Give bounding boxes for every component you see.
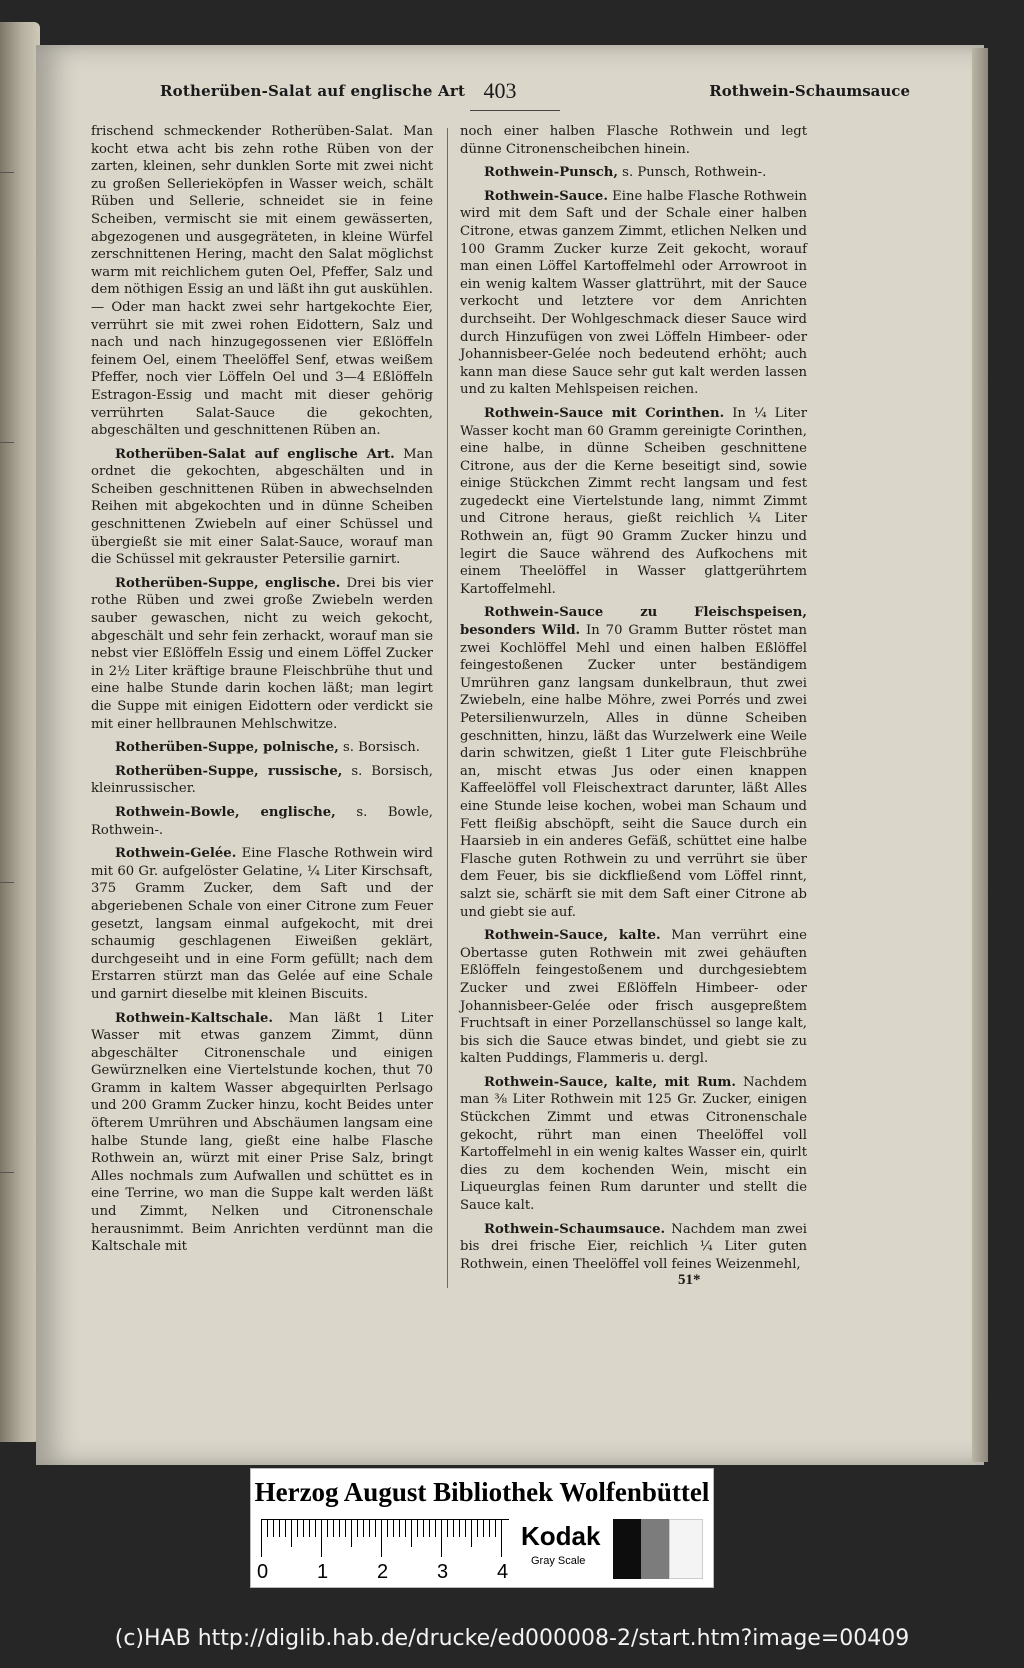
ruler-tick <box>345 1519 346 1537</box>
dictionary-entry <box>91 1010 433 1256</box>
entry-text: noch einer halben Flasche Rothwein und legt dünne Citronenscheibchen hinein. <box>460 124 807 157</box>
dictionary-entry <box>460 604 807 921</box>
ruler-tick <box>351 1519 352 1547</box>
ruler-tick <box>291 1519 292 1547</box>
ruler-tick <box>495 1519 496 1537</box>
dictionary-entry <box>91 575 433 733</box>
ruler-tick <box>393 1519 394 1537</box>
dictionary-entry <box>91 739 433 757</box>
entry-headword: Rothwein-Sauce mit Corinthen. <box>484 405 725 421</box>
entry-headword: Rothwein-Sauce. <box>484 188 608 204</box>
entry-headword: Rothwein-Sauce, kalte, mit Rum. <box>484 1074 736 1090</box>
scale-ruler <box>261 1519 509 1559</box>
ruler-tick <box>381 1519 382 1557</box>
ruler-tick <box>435 1519 436 1537</box>
dictionary-entry <box>91 845 433 1003</box>
entry-headword: Rothwein-Sauce zu Fleischspeisen, besonders Wild. <box>460 605 807 639</box>
left-text-column <box>91 123 433 1262</box>
signature-mark: 51* <box>678 1272 701 1288</box>
library-name: Herzog August Bibliothek Wolfenbüttel <box>254 1477 710 1507</box>
right-text-column <box>460 123 807 1279</box>
entry-text: frischend schmeckender Rotherüben-Salat. Man kocht etwa acht bis zehn rothe Rüben von der zarten, kleinen, sehr dunklen Sorte mit zwei nicht zu großen Sellerieköpfen in Wasser weich, schält Rüben und Sellerie, schneidet sie in feine Scheiben, vermischt sie mit einem gewässerten, abgezogenen und ausgegräteten, in kleine Würfel zerschnittenen Hering, macht den Salat möglichst warm mit reichlichem guten Oel, Pfeffer, Salz und dem nöthigen Essig an und läßt ihn gut auskühlen. — Oder man hackt zwei sehr hartgekochte Eier, verrührt sie mit zwei rohen Eidottern, Salz und nach und nach hinzugegossenen vier Eßlöffeln feinem Oel, einem Theelöffel Senf, etwas weißem Pfeffer, noch vier Löffeln Oel und 3—4 Eßlöffeln Estragon-Essig und macht mit dieser gehörig verrührten Salat-Sauce die gekochten, abgeschälten und geschnittenen Rüben an. <box>91 124 433 439</box>
ruler-tick <box>273 1519 274 1537</box>
ruler-tick <box>399 1519 400 1537</box>
entry-text: Eine halbe Flasche Rothwein wird mit dem Saft und der Schale einer halben Citrone, etwas ganzem Zimmt, etlichen Nelken und 100 Gramm Zucker kurze Zeit gekocht, worauf man einen Löffel Kartoffelmehl oder Arrowroot in ein wenig kaltem Wasser glattrührt, mit der Sauce verkocht und letztere vor dem Anrichten durchseiht. Der Wohlgeschmack dieser Sauce wird durch Hinzufügen von zwei Löffeln Himbeer- oder Johannisbeer-Gelée noch bedeutend erhöht; auch kann man diese Sauce sehr gut kalt werden lassen und zu kalten Mehlspeisen reichen. <box>460 188 807 398</box>
entry-text: Man läßt 1 Liter Wasser mit etwas ganzem Zimmt, dünn abgeschälter Citronenschale und einigen Gewürznelken eine Viertelstunde kochen, thut 70 Gramm in kaltem Wasser abgequirlten Perlsago und 200 Gramm Zucker hinzu, kocht Beides unter öfterem Umrühren und Abschäumen langsam eine halbe Stunde lang, gießt eine halbe Flasche Rothwein an, würzt mit einer Prise Salz, bringt Alles nochmals zum Aufwallen und schüttet es in eine Terrine, wo man die Suppe kalt werden läßt und Zimmt, Nelken und Citronenschale herausnimmt. Beim Anrichten verdünnt man die Kaltschale mit <box>91 1010 433 1255</box>
entry-text: s. Borsisch. <box>338 740 420 756</box>
running-head-right: Rothwein-Schaumsauce <box>709 82 910 100</box>
edge-mark <box>0 442 14 443</box>
ruler-tick <box>285 1519 286 1537</box>
ruler-tick <box>501 1519 502 1557</box>
page-edge <box>972 48 988 1462</box>
library-color-card <box>250 1468 714 1588</box>
ruler-tick <box>465 1519 466 1537</box>
dictionary-entry <box>460 1221 807 1274</box>
ruler-tick <box>357 1519 358 1537</box>
ruler-tick <box>423 1519 424 1537</box>
entry-text: Nachdem man ⅜ Liter Rothwein mit 125 Gr. Zucker, einigen Stückchen Zimmt und etwas Citronenschale gekocht, rührt man einen Theelöffel voll Kartoffelmehl in ein wenig kaltes Wasser ein, quirlt dies zu dem kochenden Wein, mischt ein Liqueurglas feinen Rum darunter und stellt die Sauce kalt. <box>460 1074 807 1214</box>
ruler-tick <box>375 1519 376 1537</box>
kodak-logo: Kodak <box>521 1521 601 1551</box>
entry-headword: Rothwein-Gelée. <box>115 846 237 862</box>
dictionary-entry <box>91 804 433 839</box>
running-head-left: Rotherüben-Salat auf englische Art <box>160 82 466 100</box>
entry-headword: Rothwein-Punsch, <box>484 165 618 181</box>
dictionary-entry <box>460 1074 807 1215</box>
ruler-tick <box>315 1519 316 1537</box>
ruler-tick <box>369 1519 370 1537</box>
entry-text: In ¼ Liter Wasser kocht man 60 Gramm gereinigte Corinthen, eine halbe, in dünne Scheiben geschnittene Citrone, aus der die Kerne beseitigt sind, sowie einige Stückchen Zimmt recht langsam und fest zugedeckt eine Viertelstunde lang, nimmt Zimmt und Citrone heraus, gießt reichlich ¼ Liter Rothwein an, fügt 90 Gramm Zucker hinzu und legirt die Sauce während des Aufkochens mit einem Theelöffel in Wasser glattgerührtem Kartoffelmehl. <box>460 405 807 597</box>
swatch-white <box>669 1519 703 1579</box>
entry-text: Eine Flasche Rothwein wird mit 60 Gr. aufgelöster Gelatine, ¼ Liter Kirschsaft, 375 Gramm Zucker, dem Saft und der abgeriebenen Schale von einer Citrone zum Feuer gesetzt, langsam einmal aufgekocht, mit drei schaumig geschlagenen Eiweißen geklärt, durchgeseiht und in eine Form gefüllt; nach dem Erstarren stürzt man das Gelée auf eine Schale und garnirt dieselbe mit kleinen Biscuits. <box>91 846 433 1002</box>
ruler-tick <box>387 1519 388 1537</box>
ruler-tick <box>447 1519 448 1537</box>
entry-headword: Rothwein-Sauce, kalte. <box>484 928 661 944</box>
ruler-tick <box>459 1519 460 1537</box>
entry-text: Man ordnet die gekochten, abgeschälten und in Scheiben geschnittenen Rüben in abwechselnden Reihen mit abgekochten und in dünne Scheiben geschnittenen Zwiebeln auf einer Schüssel und übergießt sie mit einer Salat-Sauce, worauf man die Schüssel mit gekrauster Petersilie garnirt. <box>91 446 433 568</box>
dictionary-entry <box>460 188 807 399</box>
copyright-footer: (c)HAB http://diglib.hab.de/drucke/ed000008-2/start.htm?image=00409 <box>114 1626 910 1651</box>
ruler-tick <box>279 1519 280 1537</box>
edge-mark <box>0 1172 14 1173</box>
ruler-tick <box>441 1519 442 1557</box>
ruler-tick <box>309 1519 310 1537</box>
ruler-tick <box>483 1519 484 1537</box>
entry-headword: Rothwein-Bowle, englische, <box>115 804 336 820</box>
ruler-tick <box>429 1519 430 1537</box>
page-number: 403 <box>483 78 517 103</box>
gray-scale-label: Gray Scale <box>531 1555 586 1567</box>
ruler-tick <box>411 1519 412 1547</box>
edge-mark <box>0 882 14 883</box>
page-number-rule <box>470 110 560 111</box>
entry-continuation <box>460 123 807 158</box>
dictionary-entry <box>91 763 433 798</box>
running-head <box>120 78 910 110</box>
facing-page-edge <box>0 22 40 1442</box>
entry-text: In 70 Gramm Butter röstet man zwei Kochlöffel Mehl und einen halben Eßlöffel feingestoßenen Zucker unter beständigem Umrühren ganz langsam dunkelbraun, thut zwei Zwiebeln, eine halbe Möhre, zwei Porrés und zwei Petersilienwurzeln, Alles in dünne Scheiben geschnitten, hinzu, läßt das Wurzelwerk eine Weile darin schwitzen, gießt 1 Liter gute Fleischbrühe an, mischt etwas Jus oder einen knappen Kaffeelöffel voll Fleischextract darunter, läßt Alles eine Stunde leise kochen, wobei man Schaum und Fett fleißig abschöpft, seiht die Sauce durch ein Haarsieb in ein anderes Gefäß, schüttet eine halbe Flasche guten Rothwein zu und verrührt sie über dem Feuer, bis sie dickfließend vom Löffel rinnt, salzt sie, schärft sie mit dem Saft einer Citrone ab und giebt sie auf. <box>460 623 808 920</box>
ruler-tick <box>303 1519 304 1537</box>
dictionary-entry <box>460 405 807 599</box>
ruler-tick <box>405 1519 406 1537</box>
entry-text: Man verrührt eine Obertasse guten Rothwein mit zwei gehäuften Eßlöffeln feingestoßenem und durchgesiebtem Zucker und zwei Eßlöffeln Himbeer- oder Johannisbeer-Gelée oder frisch ausgepreßtem Fruchtsaft in einer Porzellanschüssel so lange kalt, bis sich die Sauce etwas bindet, und giebt sie zu kalten Puddings, Flammeris u. dergl. <box>460 928 807 1067</box>
ruler-tick <box>321 1519 322 1557</box>
ruler-tick <box>417 1519 418 1537</box>
scale-number: 2 <box>377 1561 389 1583</box>
entry-text: s. Punsch, Rothwein-. <box>617 165 767 181</box>
entry-text: Nachdem man zwei bis drei frische Eier, reichlich ¼ Liter guten Rothwein, einen Theelöffel voll feines Weizenmehl, <box>460 1221 807 1272</box>
scale-number: 3 <box>437 1561 449 1583</box>
scale-number: 4 <box>497 1561 509 1583</box>
ruler-tick <box>327 1519 328 1537</box>
entry-text: s. Borsisch, kleinrussischer. <box>91 763 434 797</box>
scale-numbers <box>257 1561 517 1585</box>
entry-headword: Rotherüben-Suppe, polnische, <box>115 740 339 756</box>
edge-mark <box>0 172 14 173</box>
dictionary-entry <box>460 927 807 1068</box>
entry-text: s. Bowle, Rothwein-. <box>91 804 433 838</box>
scale-number: 1 <box>317 1561 329 1583</box>
ruler-tick <box>363 1519 364 1537</box>
entry-headword: Rothwein-Schaumsauce. <box>484 1221 666 1237</box>
entry-headword: Rotherüben-Suppe, englische. <box>115 575 341 591</box>
ruler-tick <box>471 1519 472 1547</box>
entry-headword: Rotherüben-Suppe, russische, <box>115 763 343 779</box>
ruler-tick <box>477 1519 478 1537</box>
entry-headword: Rotherüben-Salat auf englische Art. <box>115 446 395 462</box>
ruler-tick <box>261 1519 262 1557</box>
ruler-tick <box>267 1519 268 1537</box>
entry-text: Drei bis vier rothe Rüben und zwei große Zwiebeln werden sauber gewaschen, nicht zu weich gekocht, abgeschält und sehr fein zerhackt, worauf man sie nebst vier Eßlöffeln Essig und einem Löffel Zucker in 2½ Liter kräftige braune Fleischbrühe thut und eine halbe Stunde darin kochen läßt; man legirt die Suppe mit einigen Eidottern oder verdickt sie mit einer hellbraunen Mehlschwitze. <box>91 575 433 732</box>
scale-number: 0 <box>257 1561 269 1583</box>
column-divider <box>447 128 448 1288</box>
ruler-tick <box>333 1519 334 1537</box>
ruler-tick <box>453 1519 454 1537</box>
ruler-tick <box>339 1519 340 1537</box>
ruler-tick <box>489 1519 490 1537</box>
swatch-gray <box>641 1519 669 1579</box>
ruler-tick <box>297 1519 298 1537</box>
dictionary-entry <box>460 164 807 182</box>
entry-continuation <box>91 123 433 440</box>
swatch-black <box>613 1519 641 1579</box>
entry-headword: Rothwein-Kaltschale. <box>115 1010 273 1026</box>
dictionary-entry <box>91 446 433 569</box>
